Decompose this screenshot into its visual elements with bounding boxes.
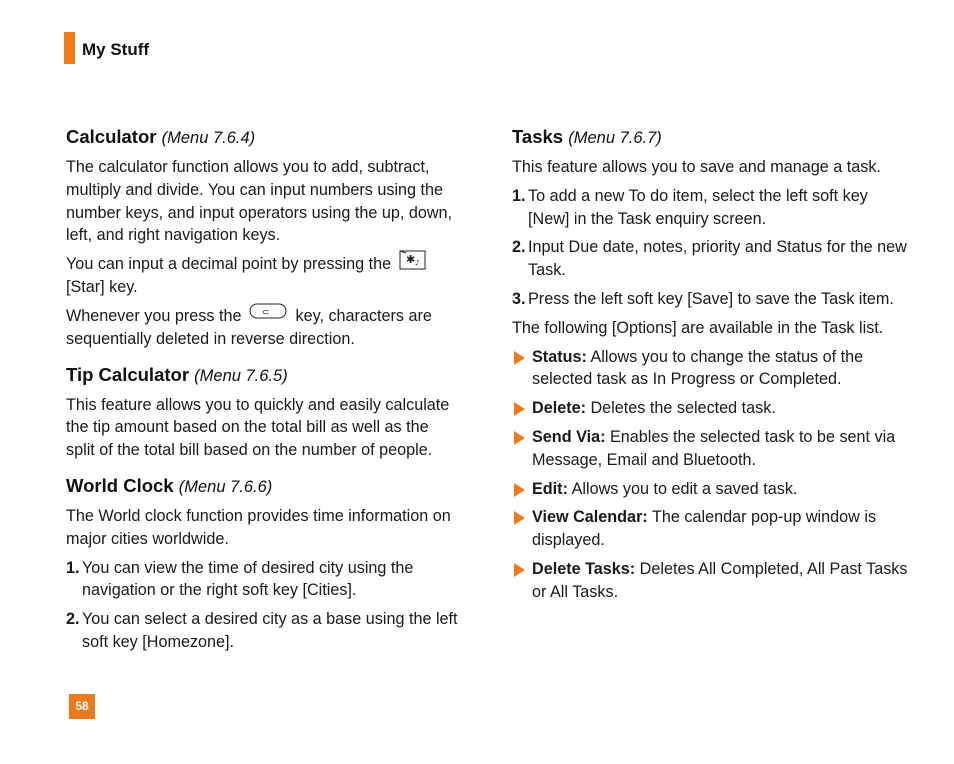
option-item xyxy=(512,397,912,420)
tasks-step xyxy=(512,185,912,231)
svg-text:♪: ♪ xyxy=(415,258,420,267)
step-text: Press the left soft key [Save] to save the Task item. xyxy=(528,289,894,308)
option-label: Status: xyxy=(532,347,587,366)
option-text: Enables the selected task to be sent via Message, Email and Bluetooth. xyxy=(532,427,896,469)
step-text: You can view the time of desired city using the navigation or the right soft key [Cities]. xyxy=(82,558,414,600)
calculator-paragraph-3 xyxy=(66,305,460,351)
tip-calculator-title: Tip Calculator xyxy=(66,363,190,385)
page-header-title: My Stuff xyxy=(82,40,150,59)
world-clock-menu-ref: (Menu 7.6.6) xyxy=(178,478,273,497)
tip-calculator-paragraph: This feature allows you to quickly and easily calculate the tip amount based on the total bill as well as the split of the total bill based on the number of people. xyxy=(66,395,450,460)
step-number: 2. xyxy=(512,238,526,257)
tasks-title: Tasks xyxy=(512,126,564,147)
world-clock-title: World Clock xyxy=(66,475,174,497)
option-label: Edit: xyxy=(532,479,568,498)
option-label: Delete: xyxy=(532,399,586,418)
option-item xyxy=(512,506,912,552)
tasks-step xyxy=(512,288,912,311)
tasks-menu-ref: (Menu 7.6.7) xyxy=(568,129,662,147)
left-column xyxy=(66,124,460,660)
calculator-paragraph-2 xyxy=(66,253,460,299)
option-label: Send Via: xyxy=(532,427,606,446)
option-item xyxy=(512,478,912,501)
calculator-menu-ref: (Menu 7.6.4) xyxy=(161,129,256,147)
tasks-paragraph-1: This feature allows you to save and manage a task. xyxy=(512,158,881,176)
orange-triangle-icon xyxy=(514,351,525,365)
step-number: 1. xyxy=(66,558,80,577)
calculator-p2-before: You can input a decimal point by pressing the xyxy=(66,255,392,274)
world-clock-paragraph: The World clock function provides time information on major cities worldwide. xyxy=(66,507,451,548)
option-item xyxy=(512,426,912,472)
option-text: Allows you to change the status of the selected task as In Progress or Completed. xyxy=(532,347,864,389)
orange-triangle-icon xyxy=(514,483,525,497)
calculator-p2-after: [Star] key. xyxy=(66,278,138,297)
step-number: 1. xyxy=(512,186,526,205)
calculator-title: Calculator xyxy=(66,126,157,147)
option-text: Deletes the selected task. xyxy=(590,399,776,418)
world-clock-heading xyxy=(66,473,460,500)
tip-calculator-heading xyxy=(66,362,460,389)
orange-triangle-icon xyxy=(514,431,525,445)
calculator-paragraph-1: The calculator function allows you to add, subtract, multiply and divide. You can input numbers using the number keys, and input operators using the up, down, left, and right navigation keys. xyxy=(66,158,453,245)
step-number: 3. xyxy=(512,289,526,308)
step-text: To add a new To do item, select the left soft key [New] in the Task enquiry screen. xyxy=(528,186,868,228)
page-number: 58 xyxy=(69,694,95,719)
world-clock-step xyxy=(66,557,460,603)
tip-calculator-menu-ref: (Menu 7.6.5) xyxy=(194,366,288,385)
right-column xyxy=(512,124,912,610)
option-text: Allows you to edit a saved task. xyxy=(571,479,798,498)
option-text: Deletes All Completed, All Past Tasks or All Tasks. xyxy=(532,559,908,601)
option-label: View Calendar: xyxy=(532,508,648,527)
step-text: Input Due date, notes, priority and Status for the new Task. xyxy=(528,238,907,280)
step-text: You can select a desired city as a base using the left soft key [Homezone]. xyxy=(82,610,458,652)
calculator-p3-before: Whenever you press the xyxy=(66,307,242,326)
header-accent-bar xyxy=(64,32,75,64)
tasks-paragraph-2: The following [Options] are available in the Task list. xyxy=(512,318,884,337)
orange-triangle-icon xyxy=(514,402,525,416)
option-item xyxy=(512,558,912,604)
calculator-p3-after: key, characters are sequentially deleted in reverse direction. xyxy=(66,307,432,348)
star-key-icon xyxy=(399,250,426,277)
calculator-heading xyxy=(66,124,460,151)
option-item xyxy=(512,346,912,392)
svg-text:✱: ✱ xyxy=(406,252,416,266)
tasks-step xyxy=(512,236,912,282)
step-number: 2. xyxy=(66,610,80,629)
orange-triangle-icon xyxy=(514,511,525,525)
svg-text:⊂: ⊂ xyxy=(262,308,271,319)
orange-triangle-icon xyxy=(514,563,525,577)
option-text: The calendar pop-up window is displayed. xyxy=(532,508,877,550)
option-label: Delete Tasks: xyxy=(532,559,636,578)
world-clock-step xyxy=(66,608,460,654)
clear-key-icon xyxy=(249,303,287,326)
tasks-heading xyxy=(512,124,912,151)
